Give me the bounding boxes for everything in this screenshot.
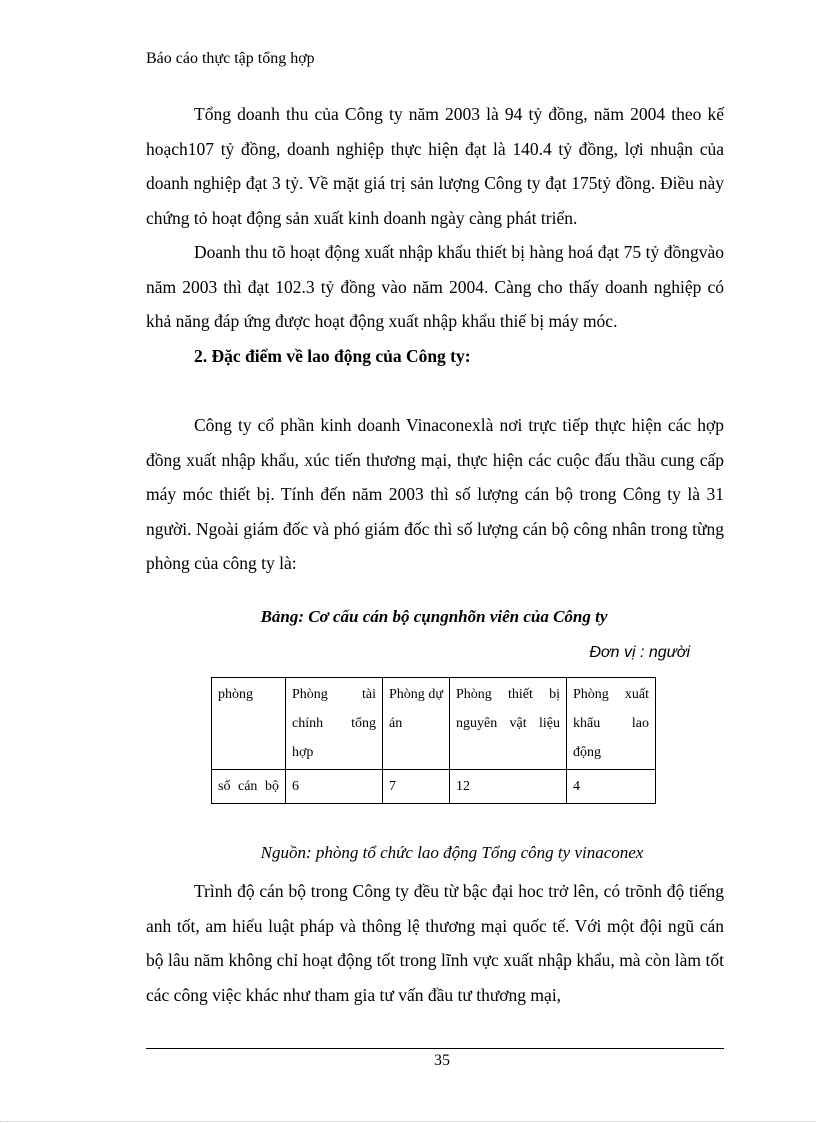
table-cell: số cán bộ xyxy=(212,770,286,804)
staff-structure-table xyxy=(211,677,656,804)
table-cell: 12 xyxy=(450,770,567,804)
table-header-cell: Phòng xuất khẩu lao động xyxy=(567,678,656,770)
table-header-cell: phòng xyxy=(212,678,286,770)
table-cell: 4 xyxy=(567,770,656,804)
paragraph-staff-qualification: Trình độ cán bộ trong Công ty đều từ bậc đại hoc trở lên, có trõnh độ tiếng anh tốt, am hiểu luật pháp và thông lệ thương mại quốc tế. Với một đội ngũ cán bộ lâu năm không chỉ hoạt động tốt trong lĩnh vực xuất nhập khẩu, mà còn làm tốt các công việc khác như tham gia tư vấn đầu tư thương mại, xyxy=(146,881,724,1005)
table-header-cell: Phòng tài chính tổng hợp xyxy=(286,678,383,770)
paragraph-company-staff: Công ty cổ phần kinh doanh Vinaconexlà nơi trực tiếp thực hiện các hợp đồng xuất nhập khẩu, xúc tiến thương mại, thực hiện các cuộc đấu thầu cung cấp máy móc thiết bị. Tính đến năm 2003 thì số lượng cán bộ trong Công ty là 31 người. Ngoài giám đốc và phó giám đốc thì số lượng cán bộ công nhân trong từng phòng của công ty là: xyxy=(146,415,724,573)
section-heading-labor: 2. Đặc điểm về lao động của Công ty: xyxy=(194,346,471,366)
table-unit: Đơn vị : người xyxy=(589,644,690,661)
table-header-row xyxy=(212,678,656,770)
table-cell: 6 xyxy=(286,770,383,804)
page-header: Báo cáo thực tập tổng hợp xyxy=(146,50,315,67)
table-header-cell: Phòng thiết bị nguyên vật liệu xyxy=(450,678,567,770)
table-header-cell: Phòng dự án xyxy=(383,678,450,770)
table-row xyxy=(212,770,656,804)
paragraph-revenue: Tổng doanh thu của Công ty năm 2003 là 94 tỷ đồng, năm 2004 theo kế hoạch107 tỷ đồng, doanh nghiệp thực hiện đạt là 140.4 tỷ đồng, lợi nhuận của doanh nghiệp đạt 3 tỷ. Về mặt giá trị sản lượng Công ty đạt 175tỷ đồng. Điều này chứng tỏ hoạt động sản xuất kinh doanh ngày càng phát triển. xyxy=(146,104,724,228)
table-title: Bảng: Cơ cấu cán bộ cụngnhõn viên của Công ty xyxy=(260,607,608,626)
paragraph-import-export: Doanh thu tõ hoạt động xuất nhập khẩu thiết bị hàng hoá đạt 75 tỷ đồngvào năm 2003 thì đạt 102.3 tỷ đồng vào năm 2004. Càng cho thấy doanh nghiệp có khả năng đáp ứng được hoạt động xuất nhập khẩu thiế bị máy móc. xyxy=(146,242,724,331)
page-number: 35 xyxy=(434,1052,450,1069)
table-cell: 7 xyxy=(383,770,450,804)
table-source: Nguồn: phòng tổ chức lao động Tổng công ty vinaconex xyxy=(260,843,644,862)
page-bottom-edge xyxy=(0,1121,816,1122)
footer-divider xyxy=(146,1048,724,1049)
